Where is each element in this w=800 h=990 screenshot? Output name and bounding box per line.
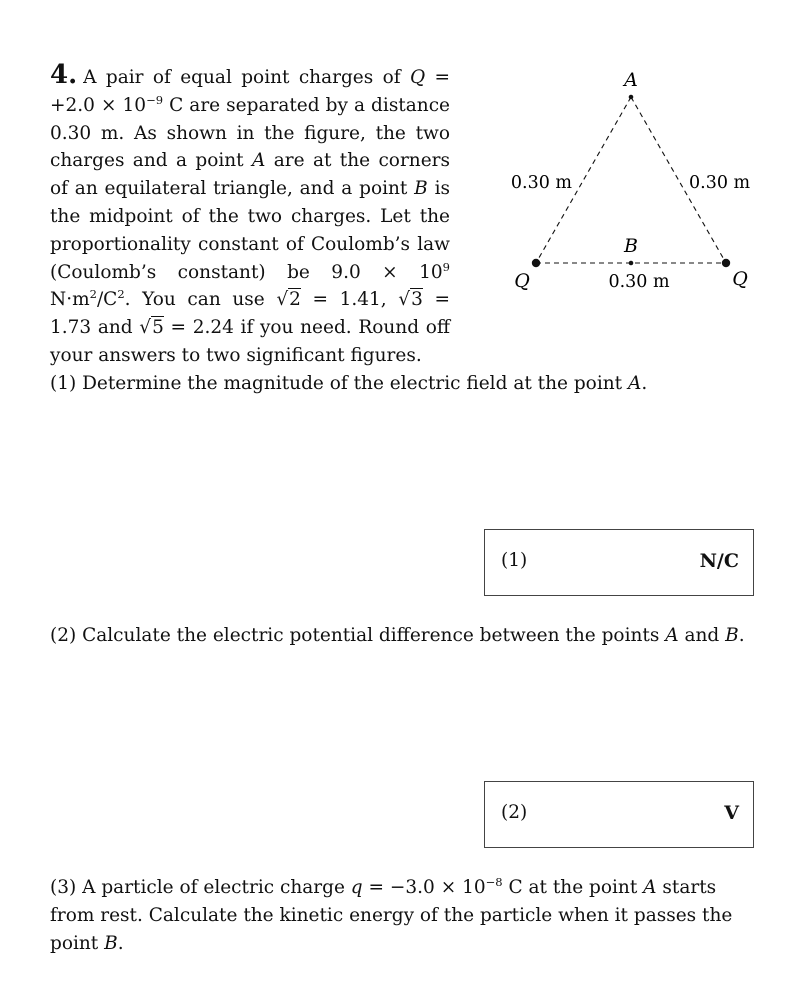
question-text: C at the point bbox=[502, 877, 644, 898]
label-Q-left: Q bbox=[514, 270, 530, 292]
label-side-left: 0.30 m bbox=[510, 173, 572, 193]
label-B: B bbox=[624, 235, 638, 257]
text-segment: = +2.0 × 10 bbox=[50, 67, 450, 116]
question-end: . bbox=[738, 625, 745, 646]
exponent: 2 bbox=[117, 287, 125, 302]
var-A: A bbox=[665, 625, 679, 646]
var-B: B bbox=[725, 625, 739, 646]
label-A: A bbox=[624, 69, 638, 91]
question-text: (1) Determine the magnitude of the electric field at the point bbox=[50, 373, 628, 394]
exponent: −8 bbox=[485, 874, 503, 889]
problem-statement bbox=[50, 62, 450, 370]
charge-left bbox=[532, 259, 540, 267]
triangle-figure bbox=[505, 60, 765, 300]
label-base: 0.30 m bbox=[608, 272, 670, 292]
question-2 bbox=[50, 622, 770, 650]
triangle-diagram bbox=[505, 60, 765, 300]
question-3 bbox=[50, 874, 758, 957]
text-segment: /C bbox=[96, 289, 118, 311]
radicand: 5 bbox=[152, 317, 164, 339]
charge-right bbox=[722, 259, 730, 267]
text-segment: = 2.24 if you need. Round off your answers to two significant figures. bbox=[50, 317, 450, 366]
label-side-right: 0.30 m bbox=[689, 173, 751, 193]
text-segment: . You can use √ bbox=[124, 289, 289, 311]
question-text: and bbox=[678, 625, 726, 646]
text-segment: C are separated by a distance 0.30 m. As shown in the figure, the two charges and a point bbox=[50, 94, 450, 172]
var-A: A bbox=[252, 150, 266, 172]
point-B bbox=[629, 261, 634, 266]
exponent: −9 bbox=[146, 92, 164, 107]
question-text: (2) Calculate the electric potential difference between the points bbox=[50, 625, 666, 646]
question-end: . bbox=[641, 373, 648, 394]
answer-label: (1) bbox=[501, 550, 528, 571]
text-segment: are at the corners of an equilateral triangle, and a point bbox=[50, 150, 450, 200]
text-segment: = 1.73 and √ bbox=[50, 289, 450, 339]
answer-unit: N/C bbox=[699, 550, 739, 572]
var-A: A bbox=[627, 373, 642, 394]
var-B: B bbox=[414, 178, 428, 200]
var-Q: Q bbox=[409, 67, 426, 88]
answer-box-1[interactable] bbox=[484, 529, 754, 596]
answer-unit: V bbox=[724, 802, 739, 824]
question-text: (3) A particle of electric charge bbox=[50, 877, 351, 898]
label-Q-right: Q bbox=[732, 268, 748, 290]
question-1 bbox=[50, 370, 770, 398]
text-segment: = 1.41, √ bbox=[300, 289, 411, 311]
point-A bbox=[629, 95, 634, 100]
exponent: 2 bbox=[89, 287, 97, 302]
question-text: starts from rest. Calculate the kinetic energy of the particle when it passes the point bbox=[50, 877, 733, 954]
text-segment: is the midpoint of the two charges. Let the proportionality constant of Coulomb’s law (Coulomb’s constant) be 9.0 × 10 bbox=[50, 178, 451, 283]
text-segment: N·m bbox=[50, 289, 90, 311]
radicand: 3 bbox=[411, 289, 423, 311]
question-text: = −3.0 × 10 bbox=[362, 877, 486, 898]
answer-box-2[interactable] bbox=[484, 781, 754, 848]
var-A: A bbox=[643, 877, 657, 898]
answer-label: (2) bbox=[501, 802, 528, 823]
var-B: B bbox=[104, 932, 118, 954]
problem-number: 4. bbox=[50, 60, 78, 90]
exponent: 9 bbox=[442, 259, 450, 274]
question-end: . bbox=[117, 932, 124, 954]
var-q: q bbox=[350, 877, 363, 898]
text-segment: A pair of equal point charges of bbox=[83, 67, 410, 88]
radicand: 2 bbox=[289, 289, 301, 311]
